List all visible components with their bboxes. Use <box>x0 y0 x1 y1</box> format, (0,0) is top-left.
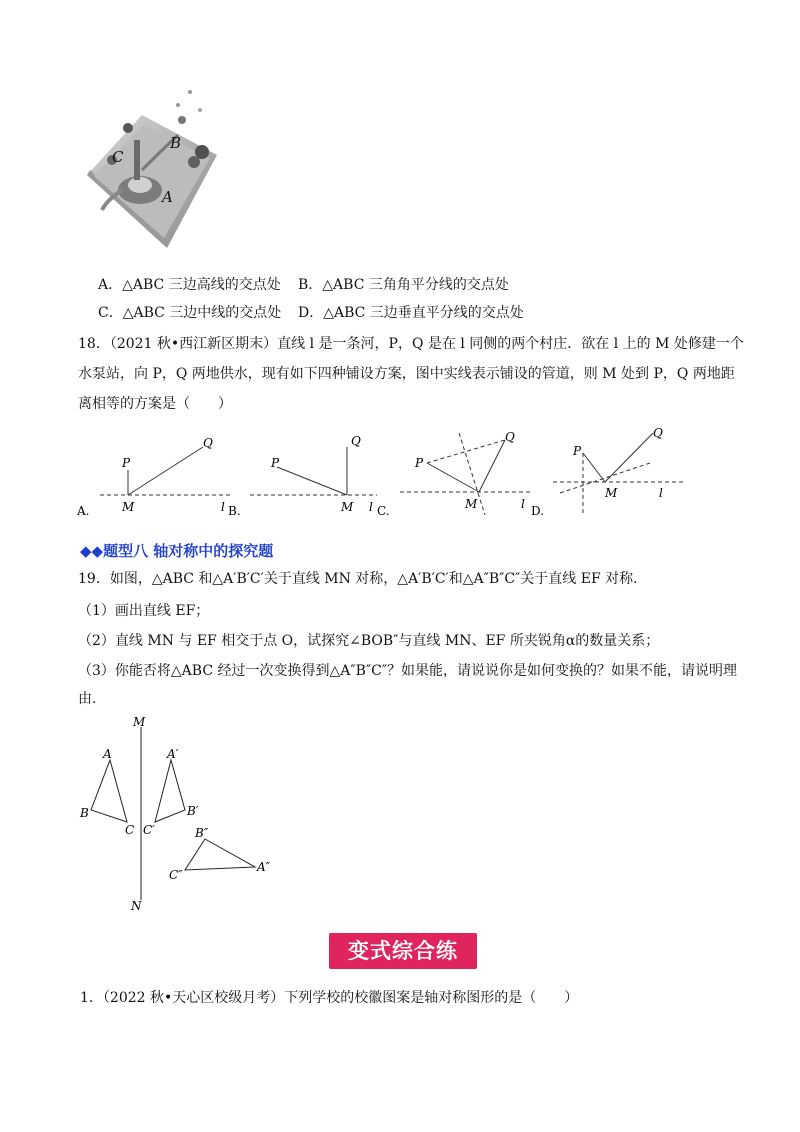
svg-text:A′: A′ <box>167 747 179 761</box>
svg-text:M: M <box>122 500 135 514</box>
q17-option-b: B．△ABC 三角角平分线的交点处 <box>298 277 509 293</box>
svg-text:C.: C. <box>377 504 390 518</box>
q18-line-1: 18．（2021 秋•西江新区期末）直线 l 是一条河，P，Q 是在 l 同侧的两个村庄．欲在 l 上的 M 处修建一个 <box>78 336 744 352</box>
svg-text:N: N <box>131 899 142 913</box>
svg-text:B″: B″ <box>195 826 209 840</box>
q19-line-2: （1）画出直线 EF； <box>78 603 210 619</box>
q18-figures <box>75 425 695 520</box>
q17-option-c: C．△ABC 三边中线的交点处 <box>98 305 282 321</box>
svg-text:M: M <box>465 497 478 511</box>
svg-text:Q: Q <box>505 430 515 444</box>
q1-line-1: 1．（2022 秋•天心区校级月考）下列学校的校徽图案是轴对称图形的是（ ） <box>80 990 579 1006</box>
q18-figure-c <box>377 430 533 518</box>
q17-option-d: D．△ABC 三边垂直平分线的交点处 <box>298 305 524 321</box>
q17-option-a: A．△ABC 三边高线的交点处 <box>98 277 281 293</box>
park-photo <box>82 80 222 250</box>
svg-text:B: B <box>80 806 89 820</box>
q18-line-3: 离相等的方案是（ ） <box>78 396 232 412</box>
photo-label-a: A <box>162 188 173 206</box>
q19-line-4: （3）你能否将△ABC 经过一次变换得到△A″B″C″？如果能，请说说你是如何变换的？如果不能，请说明理 <box>78 663 738 679</box>
svg-text:l: l <box>659 486 663 500</box>
svg-text:C″: C″ <box>169 868 183 882</box>
svg-text:P: P <box>573 444 582 458</box>
svg-text:B.: B. <box>228 504 241 518</box>
photo-label-c: C <box>112 148 124 166</box>
svg-text:Q: Q <box>203 436 213 450</box>
practice-banner: 变式综合练 <box>329 933 477 969</box>
q18-figure-a <box>76 436 230 518</box>
svg-text:D.: D. <box>531 504 545 518</box>
photo-label-b: B <box>170 134 182 152</box>
q19-line-5: 由． <box>78 691 106 707</box>
svg-text:P: P <box>415 456 424 470</box>
svg-text:A″: A″ <box>257 860 271 874</box>
section-heading: ◆◆题型八 轴对称中的探究题 <box>80 542 274 560</box>
q19-line-3: （2）直线 MN 与 EF 相交于点 O，试探究∠BOB″与直线 MN、EF 所夹锐角α的数量关系； <box>78 633 660 649</box>
svg-text:l: l <box>369 500 373 514</box>
q18-figure-b <box>228 434 377 518</box>
q19-line-1: 19．如图，△ABC 和△A′B′C′关于直线 MN 对称，△A′B′C′和△A″B″C″关于直线 EF 对称． <box>78 571 648 587</box>
svg-text:P: P <box>271 456 280 470</box>
q18-figure-d <box>531 426 685 518</box>
svg-text:C′: C′ <box>143 823 155 837</box>
svg-text:C: C <box>125 823 135 837</box>
svg-text:l: l <box>521 497 525 511</box>
svg-text:A.: A. <box>77 504 90 518</box>
svg-text:B′: B′ <box>187 804 199 818</box>
svg-text:Q: Q <box>653 426 663 440</box>
svg-text:Q: Q <box>351 434 361 448</box>
svg-text:A: A <box>103 747 112 761</box>
svg-text:l: l <box>221 500 225 514</box>
svg-text:M: M <box>133 715 146 729</box>
q18-line-2: 水泵站，向 P，Q 两地供水，现有如下四种铺设方案，图中实线表示铺设的管道，则 M 处到 P，Q 两地距 <box>78 366 735 382</box>
svg-text:P: P <box>122 456 131 470</box>
q19-figure <box>75 712 295 917</box>
svg-text:M: M <box>605 486 618 500</box>
svg-text:M: M <box>341 500 354 514</box>
